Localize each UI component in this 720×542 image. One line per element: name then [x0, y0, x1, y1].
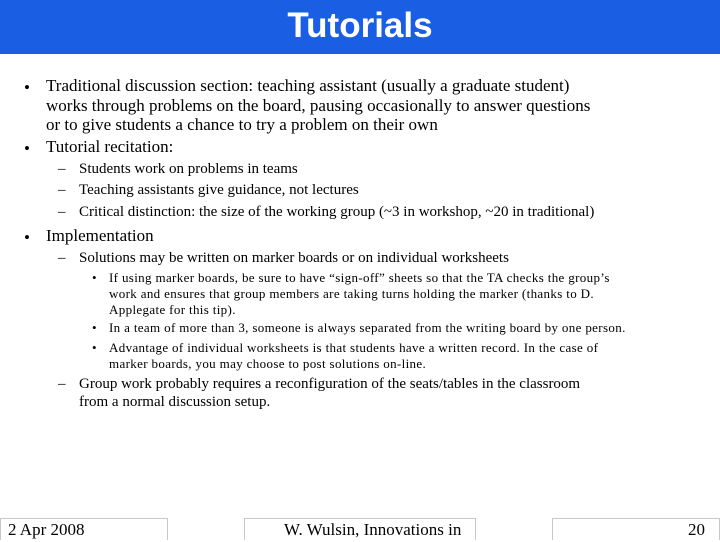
subsub-1-line-3: Applegate for this tip).	[109, 302, 236, 317]
sub-item: Solutions may be written on marker boards or on individual worksheets	[79, 250, 509, 266]
slide-title: Tutorials	[287, 6, 433, 45]
small-bullet-marker: •	[92, 340, 97, 355]
dash-marker: –	[58, 250, 66, 266]
sub-item-line-2: from a normal discussion setup.	[79, 394, 271, 410]
footer-date: 2 Apr 2008	[8, 520, 85, 539]
bullet-marker: •	[24, 139, 30, 158]
subsub-2-line-1: In a team of more than 3, someone is always separated from the writing board by one person.	[109, 320, 626, 335]
bullet-1-line-3: or to give students a chance to try a problem on their own	[46, 115, 438, 134]
sub-item: Students work on problems in teams	[79, 161, 298, 177]
sub-item: Teaching assistants give guidance, not lectures	[79, 182, 359, 198]
dash-marker: –	[58, 182, 66, 198]
bullet-1-line-1: Traditional discussion section: teaching assistant (usually a graduate student)	[46, 76, 570, 95]
bullet-marker: •	[24, 228, 30, 247]
subsub-1-line-1: If using marker boards, be sure to have “sign-off” sheets so that the TA checks the group’s	[109, 270, 610, 285]
small-bullet-marker: •	[92, 270, 97, 285]
dash-marker: –	[58, 161, 66, 177]
bullet-2-text: Tutorial recitation:	[46, 137, 174, 156]
subsub-3-line-2: marker boards, you may choose to post solutions on-line.	[109, 356, 427, 371]
subsub-1-line-2: work and ensures that group members are taking turns holding the marker (thanks to D.	[109, 286, 594, 301]
bullet-marker: •	[24, 78, 30, 97]
sub-item-line-1: Group work probably requires a reconfiguration of the seats/tables in the classroom	[79, 376, 581, 392]
footer-author: W. Wulsin, Innovations in	[284, 520, 462, 539]
footer-page-number: 20	[688, 520, 705, 539]
bullet-3-text: Implementation	[46, 226, 154, 245]
small-bullet-marker: •	[92, 320, 97, 335]
sub-item: Critical distinction: the size of the working group (~3 in workshop, ~20 in traditional)	[79, 204, 595, 220]
dash-marker: –	[58, 376, 66, 392]
subsub-3-line-1: Advantage of individual worksheets is that students have a written record. In the case of	[109, 340, 599, 355]
dash-marker: –	[58, 204, 66, 220]
bullet-1-line-2: works through problems on the board, pausing occasionally to answer questions	[46, 96, 591, 115]
